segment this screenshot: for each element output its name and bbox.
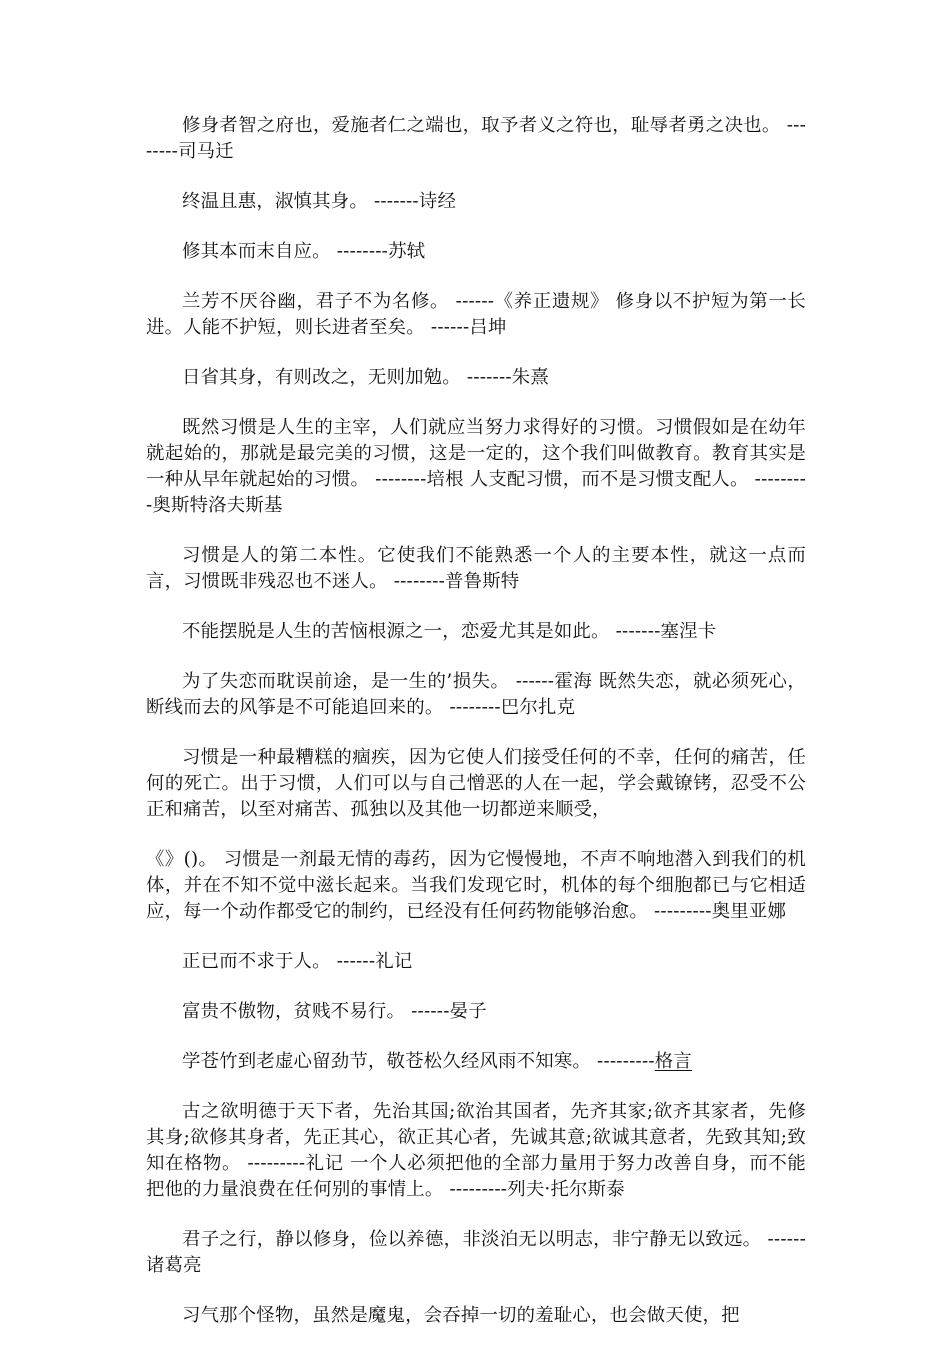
document-body xyxy=(146,113,806,1353)
quote-paragraph: 古之欲明德于天下者，先治其国;欲治其国者，先齐其家;欲齐其家者，先修其身;欲修其身者，先正其心，欲正其心者，先诚其意;欲诚其意者，先致其知;致知在格物。 ---------礼记 一个人必须把他的全部力量用于努力改善自身，而不能把他的力量浪费在任何别的事情上。 ---------列夫·托尔斯泰 xyxy=(146,1101,806,1200)
quote-paragraph: 为了失恋而耽误前途，是一生的’损失。 ------霍海 既然失恋，就必须死心，断线而去的风筝是不可能追回来的。 --------巴尔扎克 xyxy=(146,671,806,718)
quote-text: 学苍竹到老虚心留劲节，敬苍松久经风雨不知寒。 --------- xyxy=(182,1051,655,1072)
quote-paragraph: 既然习惯是人生的主宰，人们就应当努力求得好的习惯。习惯假如是在幼年就起始的，那就是最完美的习惯，这是一定的，这个我们叫做教育。教育其实是一种从早年就起始的习惯。 --------培根 人支配习惯，而不是习惯支配人。 ---------奥斯特洛夫斯基 xyxy=(146,417,806,516)
quote-paragraph: 终温且惠，淑慎其身。 -------诗经 xyxy=(182,191,457,212)
quote-paragraph: 君子之行，静以修身，俭以养德，非淡泊无以明志，非宁静无以致远。 ------诸葛亮 xyxy=(146,1229,806,1276)
quote-paragraph: 不能摆脱是人生的苦恼根源之一，恋爱尤其是如此。 -------塞涅卡 xyxy=(182,621,717,642)
quote-paragraph: 富贵不傲物，贫贱不易行。 ------晏子 xyxy=(182,1001,487,1022)
quote-paragraph: 习惯是一种最糟糕的痼疾，因为它使人们接受任何的不幸，任何的痛苦，任何的死亡。出于习惯，人们可以与自己憎恶的人在一起，学会戴镣铐，忍受不公正和痛苦，以至对痛苦、孤独以及其他一切都逆来顺受， xyxy=(146,747,806,820)
quote-paragraph: 修身者智之府也，爱施者仁之端也，取予者义之符也，耻辱者勇之决也。 --------司马迁 xyxy=(146,115,806,162)
quote-paragraph: 习惯是人的第二本性。它使我们不能熟悉一个人的主要本性，就这一点而言，习惯既非残忍也不迷人。 --------普鲁斯特 xyxy=(146,545,806,592)
quote-paragraph: 《》()。 习惯是一剂最无情的毒药，因为它慢慢地，不声不响地潜入到我们的机体，并在不知不觉中滋长起来。当我们发现它时，机体的每个细胞都已与它相适应，每一个动作都受它的制约，已经没有任何药物能够治愈。 ---------奥里亚娜 xyxy=(146,849,806,922)
quote-paragraph: 正已而不求于人。 ------礼记 xyxy=(182,951,413,972)
quote-paragraph: 日省其身，有则改之，无则加勉。 -------朱熹 xyxy=(182,367,549,388)
maxim-link[interactable]: 格言 xyxy=(654,1051,692,1072)
quote-paragraph: 习气那个怪物，虽然是魔鬼，会吞掉一切的羞耻心，也会做天使，把 xyxy=(182,1305,740,1326)
quote-paragraph xyxy=(146,1049,806,1075)
quote-paragraph: 修其本而末自应。 --------苏轼 xyxy=(182,241,426,262)
quote-paragraph: 兰芳不厌谷幽，君子不为名修。 ------《养正遗规》 修身以不护短为第一长进。人能不护短，则长进者至矣。 ------吕坤 xyxy=(146,291,806,338)
